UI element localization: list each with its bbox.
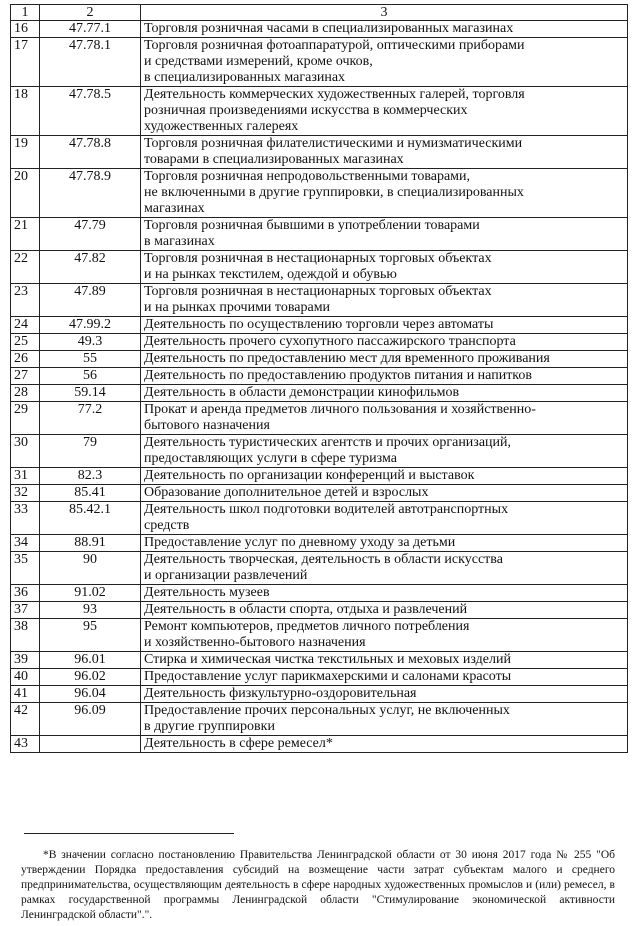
okved-table [10,4,628,753]
row-number: 40 [11,669,40,686]
okved-code: 77.2 [40,402,141,435]
activity-description: Деятельность прочего сухопутного пассажирского транспорта [141,334,628,351]
row-number: 30 [11,435,40,468]
row-number: 18 [11,87,40,136]
okved-code: 93 [40,602,141,619]
row-number: 20 [11,169,40,218]
okved-code: 85.42.1 [40,502,141,535]
okved-code: 47.89 [40,284,141,317]
activity-description: Деятельность туристических агентств и прочих организаций, предоставляющих услуги в сфере туризма [141,435,628,468]
okved-code: 47.99.2 [40,317,141,334]
activity-description: Предоставление прочих персональных услуг, не включенных в другие группировки [141,703,628,736]
table-header-row [11,5,628,21]
table-body [11,21,628,753]
row-number: 17 [11,38,40,87]
activity-description: Торговля розничная бывшими в употреблении товарами в магазинах [141,218,628,251]
activity-description: Стирка и химическая чистка текстильных и меховых изделий [141,652,628,669]
row-number: 31 [11,468,40,485]
table-row [11,136,628,169]
activity-description: Деятельность по предоставлению продуктов питания и напитков [141,368,628,385]
table-row [11,736,628,753]
row-number: 36 [11,585,40,602]
activity-description: Торговля розничная непродовольственными товарами, не включенными в другие группировки, в специализированных магазинах [141,169,628,218]
table-row [11,435,628,468]
okved-code: 55 [40,351,141,368]
table-row [11,686,628,703]
column-header-number: 1 [11,5,40,21]
row-number: 16 [11,21,40,38]
okved-code: 85.41 [40,485,141,502]
activity-description: Деятельность физкультурно-оздоровительная [141,686,628,703]
okved-code: 47.78.1 [40,38,141,87]
row-number: 38 [11,619,40,652]
okved-code: 82.3 [40,468,141,485]
activity-description: Деятельность в области спорта, отдыха и развлечений [141,602,628,619]
table-row [11,468,628,485]
table-row [11,502,628,535]
row-number: 24 [11,317,40,334]
document-page [10,4,628,753]
table-row [11,87,628,136]
row-number: 32 [11,485,40,502]
table-row [11,552,628,585]
okved-code: 90 [40,552,141,585]
activity-description: Деятельность в области демонстрации кинофильмов [141,385,628,402]
table-row [11,251,628,284]
activity-description: Деятельность по предоставлению мест для временного проживания [141,351,628,368]
table-row [11,284,628,317]
row-number: 26 [11,351,40,368]
okved-code [40,736,141,753]
table-row [11,602,628,619]
activity-description: Ремонт компьютеров, предметов личного потребления и хозяйственно-бытового назначения [141,619,628,652]
row-number: 27 [11,368,40,385]
okved-code: 88.91 [40,535,141,552]
table-row [11,334,628,351]
row-number: 37 [11,602,40,619]
okved-code: 79 [40,435,141,468]
okved-code: 59.14 [40,385,141,402]
table-row [11,535,628,552]
row-number: 34 [11,535,40,552]
table-row [11,368,628,385]
table-row [11,218,628,251]
row-number: 41 [11,686,40,703]
column-header-code: 2 [40,5,141,21]
activity-description: Торговля розничная часами в специализированных магазинах [141,21,628,38]
row-number: 33 [11,502,40,535]
table-row [11,669,628,686]
table-row [11,385,628,402]
activity-description: Деятельность коммерческих художественных галерей, торговля розничная произведениями искусства в коммерческих художественных галереях [141,87,628,136]
row-number: 22 [11,251,40,284]
okved-code: 47.82 [40,251,141,284]
activity-description: Предоставление услуг по дневному уходу за детьми [141,535,628,552]
table-row [11,169,628,218]
footnote-separator [24,833,234,834]
okved-code: 96.04 [40,686,141,703]
okved-code: 47.78.5 [40,87,141,136]
row-number: 29 [11,402,40,435]
row-number: 21 [11,218,40,251]
table-row [11,619,628,652]
okved-code: 96.09 [40,703,141,736]
activity-description: Предоставление услуг парикмахерскими и салонами красоты [141,669,628,686]
activity-description: Деятельность школ подготовки водителей автотранспортных средств [141,502,628,535]
table-row [11,317,628,334]
activity-description: Торговля розничная фотоаппаратурой, оптическими приборами и средствами измерений, кроме очков, в специализированных магазинах [141,38,628,87]
activity-description: Деятельность в сфере ремесел* [141,736,628,753]
row-number: 43 [11,736,40,753]
table-row [11,21,628,38]
okved-code: 96.02 [40,669,141,686]
okved-code: 47.77.1 [40,21,141,38]
table-row [11,402,628,435]
okved-code: 47.79 [40,218,141,251]
activity-description: Деятельность по организации конференций и выставок [141,468,628,485]
okved-code: 95 [40,619,141,652]
okved-code: 56 [40,368,141,385]
table-row [11,703,628,736]
okved-code: 47.78.8 [40,136,141,169]
okved-code: 49.3 [40,334,141,351]
activity-description: Деятельность музеев [141,585,628,602]
row-number: 23 [11,284,40,317]
activity-description: Торговля розничная в нестационарных торговых объектах и на рынках текстилем, одеждой и обувью [141,251,628,284]
footnote-text: *В значении согласно постановлению Правительства Ленинградской области от 30 июня 2017 года № 255 "Об утверждении Порядка предоставления субсидий на возмещение части затрат субъектам малого и среднего предпринимательства, осуществляющим деятельность в сфере народных художественных промыслов и (или) ремесел, в рамках государственной программы Ленинградской области "Стимулирование экономической активности Ленинградской области".". [21,849,615,921]
okved-code: 47.78.9 [40,169,141,218]
row-number: 39 [11,652,40,669]
table-row [11,652,628,669]
column-header-description: 3 [141,5,628,21]
activity-description: Прокат и аренда предметов личного пользования и хозяйственно- бытового назначения [141,402,628,435]
row-number: 19 [11,136,40,169]
activity-description: Торговля розничная филателистическими и нумизматическими товарами в специализированных магазинах [141,136,628,169]
table-row [11,351,628,368]
activity-description: Образование дополнительное детей и взрослых [141,485,628,502]
table-row [11,585,628,602]
okved-code: 96.01 [40,652,141,669]
activity-description: Торговля розничная в нестационарных торговых объектах и на рынках прочими товарами [141,284,628,317]
okved-code: 91.02 [40,585,141,602]
table-row [11,38,628,87]
table-row [11,485,628,502]
row-number: 25 [11,334,40,351]
row-number: 28 [11,385,40,402]
activity-description: Деятельность творческая, деятельность в области искусства и организации развлечений [141,552,628,585]
row-number: 35 [11,552,40,585]
row-number: 42 [11,703,40,736]
activity-description: Деятельность по осуществлению торговли через автоматы [141,317,628,334]
